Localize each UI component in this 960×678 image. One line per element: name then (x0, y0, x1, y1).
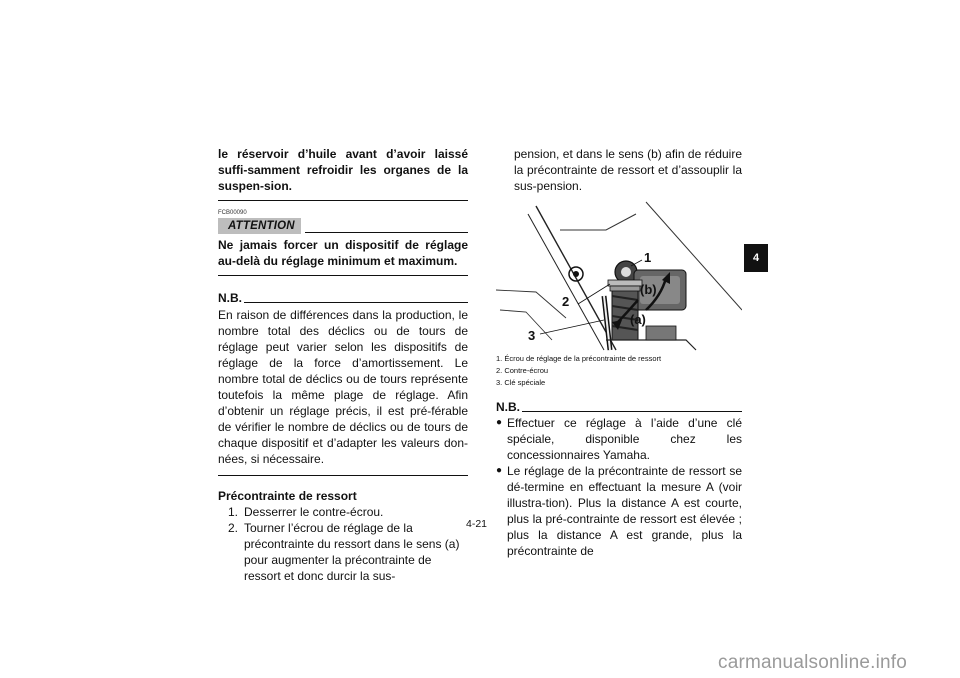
step-number: 1. (227, 505, 238, 519)
watermark-text: carmanualsonline.info (718, 652, 908, 673)
bullet-icon: ● (496, 465, 503, 476)
nb-header (218, 290, 468, 306)
attention-text: Ne jamais forcer un dispositif de réglage au-delà du réglage minimum et maximum. (218, 238, 468, 268)
list-item (496, 415, 742, 463)
intro-warning-text: le réservoir d’huile avant d’avoir laissé suffi-samment refroidir les organes de la suspen-sion. (218, 147, 468, 193)
nb-text: En raison de différences dans la production, le nombre total des déclics ou de tours de réglage peut varier selon les dispositifs de réglage de la force d’amortissement. Le nombre total de déclics ou de tours représente toutefois la même plage de réglage. Afin d’obtenir un réglage précis, il est pré-férable de vérifier le nombre de déclics ou de tours de chaque dispositif et d’adapter les valeurs don-nées, si nécessaire. (218, 308, 468, 466)
divider (218, 275, 468, 276)
bullet-icon: ● (496, 417, 503, 428)
callout-1: 1 (644, 250, 652, 265)
nb-rule (244, 302, 468, 303)
caption-1: 1. Écrou de réglage de la précontrainte de ressort (496, 354, 662, 363)
nb-label: N.B. (496, 400, 520, 414)
attention-label: ATTENTION (218, 218, 301, 234)
nb-label: N.B. (218, 291, 242, 305)
callout-3: 3 (528, 328, 536, 343)
list-item (218, 520, 468, 584)
nb-rule (522, 411, 742, 412)
step-text: Tourner l’écrou de réglage de la précontrainte du ressort dans le sens (a) pour augmenter la précontrainte de ressort et donc durcir la sus- (244, 521, 460, 583)
bullet-text: Le réglage de la précontrainte de ressort se dé-termine en effectuant la mesure A (voir illustra-tion). Plus la distance A est courte, plus la pré-contrainte de ressort est élevée ; plus la distance A est grande, plus la précontrainte de (507, 464, 742, 558)
shock-absorber-illustration (496, 200, 742, 352)
continuation-text: pension, et dans le sens (b) afin de réduire la précontrainte de ressort et d’assouplir la sus-pension. (514, 147, 742, 193)
attention-rule (305, 232, 468, 233)
label-b: (b) (640, 282, 657, 297)
step-number: 2. (227, 521, 238, 535)
reference-code: FCB00090 (218, 210, 247, 216)
chapter-tab: 4 (744, 244, 768, 272)
label-a: (a) (630, 312, 646, 327)
caption-3: 3. Clé spéciale (496, 378, 546, 387)
figure-captions (496, 353, 742, 389)
section-title: Précontrainte de ressort (218, 489, 357, 503)
list-item (496, 463, 742, 559)
right-column (496, 146, 742, 559)
page-number: 4-21 (466, 518, 488, 530)
nb-header (496, 399, 742, 415)
bullet-text: Effectuer ce réglage à l’aide d’une clé spéciale, disponible chez les concessionnaires Yamaha. (507, 416, 742, 462)
nb-end-rule (218, 475, 468, 476)
left-column (218, 146, 468, 584)
list-item (218, 504, 468, 520)
step-text: Desserrer le contre-écrou. (244, 505, 384, 519)
callout-2: 2 (562, 294, 570, 309)
divider (218, 200, 468, 201)
attention-header (218, 218, 468, 234)
caption-2: 2. Contre-écrou (496, 366, 549, 375)
